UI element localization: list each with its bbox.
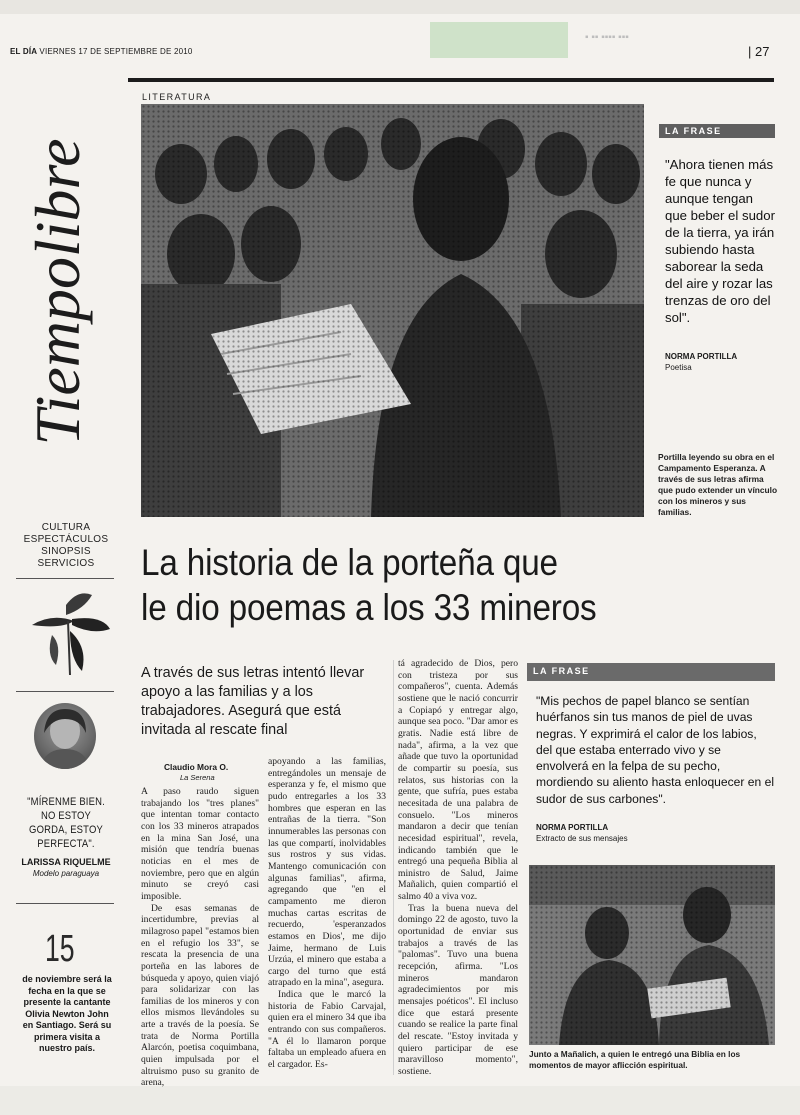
paragraph: tá agradecido de Dios, pero con tristeza por sus compañeros", cuenta. Además sostiene que le nació concurrir a Copiapó y entregar algo, aunque sea poco. "Dar amor es gratis. Nadie está libre de nada", afirma, a la vez que añade que tuvo la oportunidad de compartir su poesía, sus relatos, sus historias con la gente, que sufría, pues estaba necesitada de una palabra de consuelo. "Los mineros mandaron a decir que tenían necesidad espiritual", revela, indicando también que le entregó una pequeña Biblia al ministro de Salud, Jaime Mañalich, quien compartió el salmo 40 a viva voz. [398,658,518,903]
section-item: CULTURA [41,522,91,533]
author-byline: Claudio Mora O. [164,762,229,772]
body-column [268,756,386,1078]
headline-line: le dio poemas a los 33 mineros [141,587,597,628]
section-tag: LITERATURA [142,92,212,102]
divider [16,691,114,692]
main-photo [141,104,644,517]
column-divider [393,660,394,1075]
side-quote: "MÍRENME BIEN. NO ESTOY GORDA, ESTOY PERFECTA". [27,796,105,850]
pull-quote: "Ahora tienen más fe que nunca y aunque tengan que beber el sudor de la tierra, ya irán subiendo hasta saborear la seda del aire y rozar las trenzas de oro del sol". [665,157,775,325]
top-rule [128,78,774,82]
frase-label: LA FRASE [533,666,590,676]
secondary-photo [529,865,775,1045]
flower-icon [22,585,112,677]
paragraph: apoyando a las familias, entregándoles un mensaje de esperanza y fe, el mismo que pudo entregarles a los 33 hombres que esperan en las entrañas de la tierra. "Son innumerables las personas con las que compartí, inolvidables sus rostros y sus vidas. Mantengo comunicación con algunas familias", afirma, agregando que "en el campamento me dieron muchas cartas escritas de recuerdo, 'esperanzados estamos en Dios', me dijo Jaime, hermano de Luis Urzúa, el minero que estaba a cargo del turno que está atrapado en la mina", asegura. [268,756,386,989]
section-item: SERVICIOS [37,558,95,569]
body-column [141,786,259,1089]
headline-line: La historia de la porteña que [141,542,558,583]
brand-block [16,92,100,492]
side-quote-name: LARISSA RIQUELME [21,857,111,867]
fact-text: de noviembre será la fecha en la que se presente la cantante Olivia Newton John en Santiago. Será su primera visita a nuestro país. [22,974,112,1053]
section-item: SINOPSIS [41,546,91,557]
side-quote-role: Modelo paraguaya [32,869,100,878]
paragraph: Indica que le marcó la historia de Fabio Carvajal, quien era el minero 34 que iba entrando con sus compañeros. "A él lo llamaron porque faltaba un empleado afuera en el cargador. Es- [268,989,386,1071]
paper-edge [0,0,800,14]
body-column [398,658,518,1078]
pull-quote: "Mis pechos de papel blanco se sentían huérfanos sin tus manos de piel de uvas negras. Y exprimirá el calor de los labios, del que estaba enterrado vivo y se envolverá en la felpa de su pecho, mordiendo su aliento hasta enloquecer en el sudor de sus carbones". [536,694,775,806]
paragraph: Tras la buena nueva del domingo 22 de agosto, tuvo la oportunidad de enviar sus trabajos a través de las "palomas". Tuvo una buena recepción, afirma. "Los mineros mandaron agradecimientos por mis mensajes poéticos". El incluso dice que estará presente cuando se realice la parte final del rescate. "Estoy invitada y quiero participar de ese maravilloso momento", sostiene. [398,902,518,1077]
photo-caption: Portilla leyendo su obra en el Campamento Esperanza. A través de sus letras afirma que pudo extender un vínculo con los mineros y sus familias. [658,452,778,517]
paragraph: De esas semanas de incertidumbre, previas al milagroso papel "estamos bien en el refugio los 33", se rescata la presencia de una porteña en las labores de búsqueda y apoyo, quien viajó para solidarizar con las familias de los mineros y con ellos mismos llevándoles su arte a través de la poesía. Se trata de Norma Portilla Alarcón, poetisa coquimbana, quien impulsada por el altruismo puso su granito de arena, [141,902,259,1089]
section-item: ESPECTÁCULOS [23,534,109,545]
pull-quote-name: NORMA PORTILLA [665,352,738,361]
article-deck: A través de sus letras intentó llevar apoyo a las familias y a los trabajadores. Asegurá que está invitada al rescate final [141,665,365,738]
paper-name: EL DÍA [10,47,37,56]
highlight-stamp [430,22,568,58]
divider [16,903,114,904]
page-header [10,47,193,56]
paper-edge [0,1086,800,1115]
article-headline [141,540,717,630]
page-number: | 27 [748,44,770,59]
section-list [16,522,116,570]
bleed-through: ▪ ▪▪ ▪▪▪▪ ▪▪▪ [585,32,629,43]
issue-date: VIERNES 17 DE SEPTIEMBRE DE 2010 [39,47,193,56]
pull-quote-role: Extracto de sus mensajes [536,834,628,843]
fact-number: 15 [45,928,75,970]
avatar [34,703,96,769]
author-city: La Serena [180,773,215,782]
divider [16,578,114,579]
section-brand: Tiempolibre [22,138,93,446]
pull-quote-role: Poetisa [665,363,692,372]
photo-caption: Junto a Mañalich, a quien le entregó una Biblia en los momentos de mayor aflicción espiritual. [529,1049,741,1070]
paragraph: A paso raudo siguen trabajando los "tres planes" que intentan tomar contacto con los 33 mineros atrapados en la mina San José, una misión que tendría buenas noticias en el mes de noviembre, pero que en algún minuto se creyó casi imposible. [141,786,259,902]
pull-quote-name: NORMA PORTILLA [536,823,609,832]
frase-label: LA FRASE [665,126,722,136]
